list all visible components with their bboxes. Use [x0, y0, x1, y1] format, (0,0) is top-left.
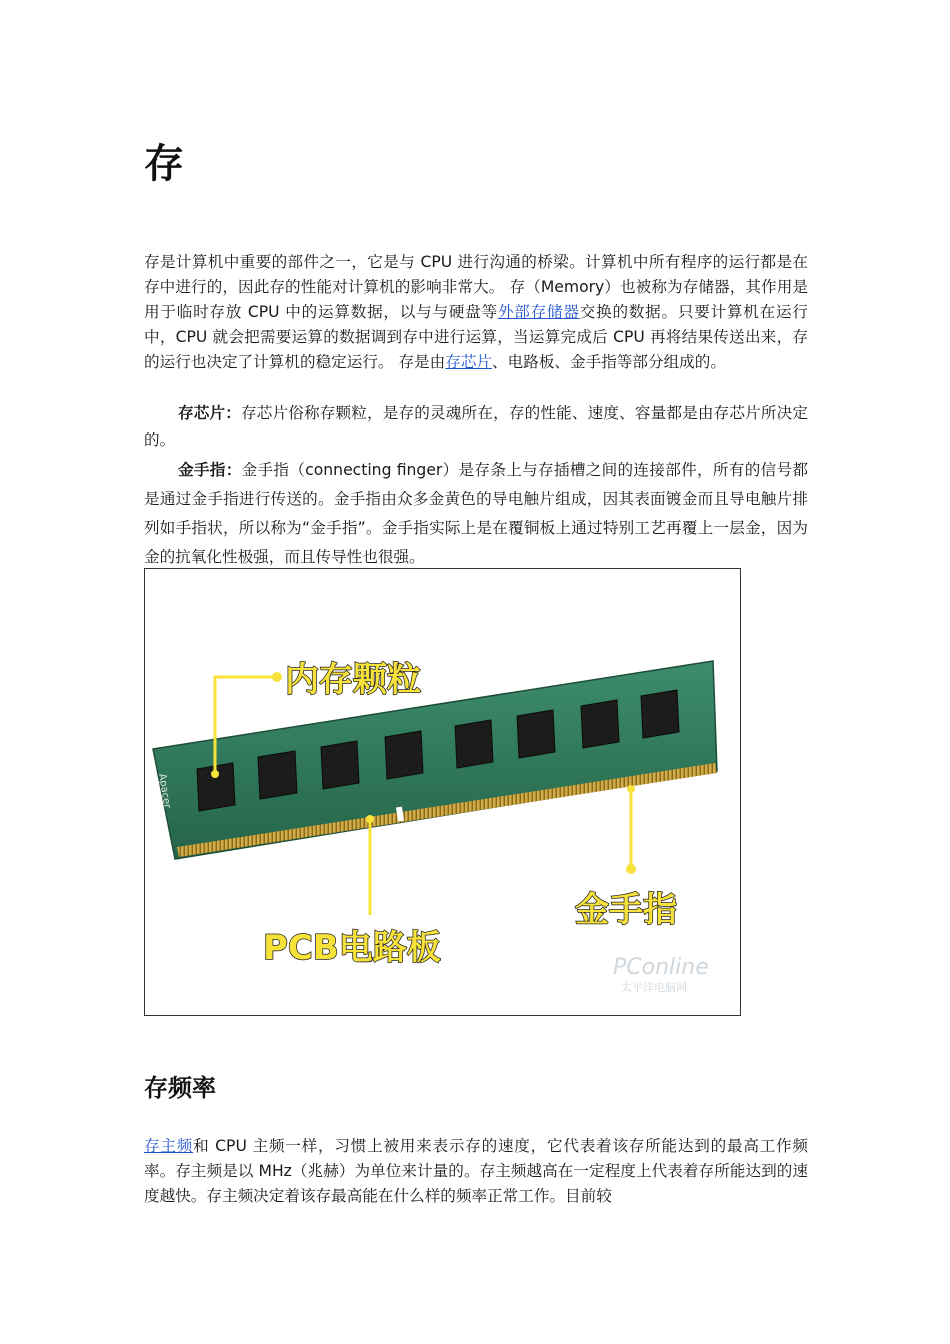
page-title: 存	[144, 141, 184, 187]
memory-module-figure	[144, 568, 741, 1016]
section-heading-frequency: 存频率	[144, 1074, 216, 1102]
chip-paragraph	[144, 400, 808, 454]
watermark-logo: PConline	[613, 955, 709, 980]
gold-finger-term: 金手指：	[178, 461, 242, 479]
gold-finger-paragraph	[144, 456, 808, 572]
finger-callout-label: 金手指	[575, 890, 677, 930]
gold-finger-text: 金手指（connecting finger）是存条上与存插槽之间的连接部件，所有的信号都是通过金手指进行传送的。金手指由众多金黄色的导电触片组成，因其表面镀金而且导电触片排列如手指状，所以称为“金手指”。金手指实际上是在覆铜板上通过特别工艺再覆上一层金，因为金的抗氧化性极强，而且传导性也很强。	[144, 461, 808, 566]
frequency-text: 和 CPU 主频一样，习惯上被用来表示存的速度，它代表着该存所能达到的最高工作频率。存主频是以 MHz（兆赫）为单位来计量的。存主频越高在一定程度上代表着存所能达到的速度越快。存主频决定着该存最高能在什么样的频率正常工作。目前较	[144, 1137, 808, 1205]
pcb-callout-label: PCB电路板	[263, 928, 441, 968]
watermark-sub: 太平洋电脑网	[621, 981, 687, 994]
chip-callout-label: 内存颗粒	[285, 660, 421, 700]
memory-chip	[258, 751, 297, 799]
memory-chip	[455, 720, 493, 768]
memory-chip	[517, 710, 555, 758]
intro-text-2: 交换的数据。只要计算机在运行中，CPU 就会把需要运算的数据调到存中进行运算，当运算完成后 CPU 再将结果传送出来，存的运行也决定了计算机的稳定运行。 存是由	[144, 303, 808, 371]
frequency-paragraph	[144, 1134, 808, 1209]
memory-chip-link[interactable]: 存芯片	[445, 353, 493, 371]
memory-chip	[321, 741, 359, 789]
brand-mark: Apacer	[156, 772, 173, 810]
intro-text-3: 、电路板、金手指等部分组成的。	[492, 353, 726, 371]
intro-paragraph	[144, 250, 808, 375]
memory-module-illustration	[145, 569, 740, 1015]
memory-chip	[581, 700, 619, 748]
chip-term: 存芯片：	[178, 404, 242, 422]
intro-text-1: 存是计算机中重要的部件之一，它是与 CPU 进行沟通的桥梁。计算机中所有程序的运行都是在存中进行的，因此存的性能对计算机的影响非常大。 存（Memory）也被称为存储器，其作用是用于临时存放 CPU 中的运算数据，以与与硬盘等	[144, 253, 808, 321]
memory-chip	[385, 731, 423, 779]
memory-chip	[641, 690, 679, 738]
chip-text: 存芯片俗称存颗粒，是存的灵魂所在，存的性能、速度、容量都是由存芯片所决定的。	[144, 404, 808, 449]
memory-frequency-link[interactable]: 存主频	[144, 1137, 194, 1155]
chip-callout-dot	[272, 672, 282, 682]
external-storage-link[interactable]: 外部存储器	[497, 303, 580, 321]
